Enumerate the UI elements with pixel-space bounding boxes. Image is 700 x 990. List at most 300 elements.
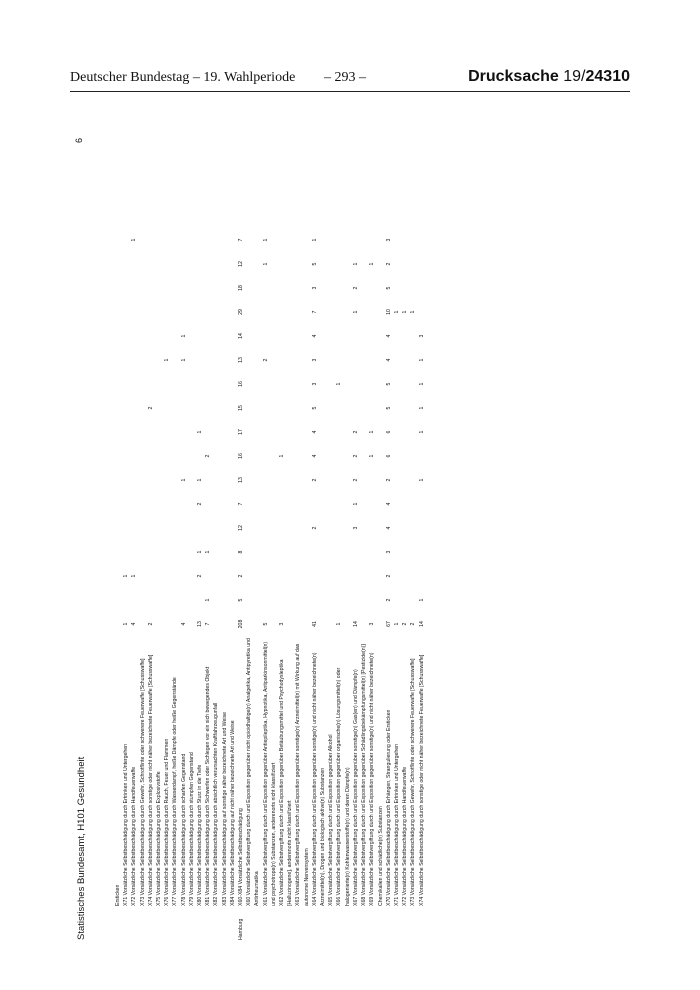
value-cell bbox=[155, 564, 163, 588]
value-cell: 1 bbox=[402, 310, 409, 314]
value-cell bbox=[393, 444, 401, 468]
value-cell: 12 bbox=[238, 525, 245, 531]
value-cell bbox=[262, 444, 278, 468]
value-cell bbox=[360, 516, 368, 540]
value-cell bbox=[147, 300, 155, 324]
value-cell: 1 bbox=[369, 454, 376, 458]
label-cell: X70 Vorsätzliche Selbstbeschädigung durch Erhängen, Strangulierung oder Ersticken bbox=[385, 709, 392, 906]
value-cell bbox=[180, 540, 188, 564]
value-cell bbox=[114, 396, 122, 420]
value-cell: 1 bbox=[369, 262, 376, 266]
value-cell bbox=[147, 492, 155, 516]
value-cell: 5 bbox=[262, 622, 269, 626]
value-cell: 16 bbox=[238, 453, 245, 459]
value-cell bbox=[155, 444, 163, 468]
value-cell bbox=[401, 444, 409, 468]
value-cell bbox=[171, 588, 179, 612]
value-cell bbox=[221, 228, 229, 252]
value-cell bbox=[393, 468, 401, 492]
value-cell bbox=[360, 612, 368, 636]
value-cell bbox=[352, 348, 360, 372]
value-cell bbox=[393, 540, 401, 564]
value-cell: 8 bbox=[238, 550, 245, 554]
value-cell bbox=[229, 252, 237, 276]
table-row bbox=[221, 228, 229, 940]
value-cell bbox=[171, 516, 179, 540]
value-cell bbox=[171, 252, 179, 276]
value-cell bbox=[311, 588, 327, 612]
value-cell bbox=[335, 324, 351, 348]
value-cell: 41 bbox=[311, 621, 318, 627]
value-cell bbox=[245, 324, 261, 348]
value-cell bbox=[130, 276, 138, 300]
value-cell bbox=[294, 612, 310, 636]
value-cell: 1 bbox=[279, 454, 286, 458]
value-cell bbox=[327, 300, 335, 324]
value-cell: 1 bbox=[197, 430, 204, 434]
value-cell: 2 bbox=[352, 286, 359, 290]
value-cell: 5 bbox=[385, 382, 392, 386]
label-cell: X69 Vorsätzliche Selbstvergiftung durch und Exposition gegenüber sonstige(n) und nicht näher bezeichnete(n) Chemikalien und schädliche(n) Substanzen bbox=[369, 652, 384, 906]
value-cell bbox=[409, 324, 417, 348]
value-cell bbox=[294, 420, 310, 444]
region-cell bbox=[221, 906, 229, 940]
value-cell bbox=[188, 276, 196, 300]
value-cell bbox=[163, 276, 171, 300]
value-cell bbox=[409, 252, 417, 276]
value-cell bbox=[163, 612, 171, 636]
value-cell bbox=[229, 396, 237, 420]
value-cell bbox=[204, 324, 212, 348]
value-cell bbox=[294, 444, 310, 468]
value-cell bbox=[188, 468, 196, 492]
value-cell: 1 bbox=[393, 622, 400, 626]
value-cell bbox=[204, 396, 212, 420]
value-cell bbox=[155, 420, 163, 444]
value-cell bbox=[163, 300, 171, 324]
value-cell bbox=[114, 540, 122, 564]
label-cell: X68 Vorsätzliche Selbstvergiftung durch und Exposition gegenüber Schädlingsbekämpfungsmittel(n) [Pestizide(n)] bbox=[361, 644, 368, 906]
value-cell: 7 bbox=[238, 502, 245, 506]
value-cell bbox=[114, 564, 122, 588]
label-cell: X78 Vorsätzliche Selbstbeschädigung durch scharfen Gegenstand bbox=[180, 753, 187, 906]
inner-page-number: 6 bbox=[74, 138, 84, 144]
value-cell bbox=[139, 612, 147, 636]
value-cell bbox=[245, 396, 261, 420]
value-cell bbox=[171, 324, 179, 348]
value-cell bbox=[262, 540, 278, 564]
value-cell: 7 bbox=[238, 238, 245, 242]
region-cell bbox=[360, 906, 368, 940]
document-number-prefix: Drucksache bbox=[468, 68, 564, 85]
value-cell bbox=[196, 516, 204, 540]
value-cell: 2 bbox=[311, 526, 318, 530]
value-cell bbox=[155, 300, 163, 324]
value-cell bbox=[130, 588, 138, 612]
value-cell bbox=[262, 300, 278, 324]
table-row bbox=[212, 228, 220, 940]
value-cell bbox=[180, 492, 188, 516]
value-cell bbox=[352, 228, 360, 252]
value-cell bbox=[188, 588, 196, 612]
value-cell bbox=[196, 396, 204, 420]
value-cell bbox=[122, 300, 130, 324]
value-cell bbox=[180, 516, 188, 540]
value-cell bbox=[262, 420, 278, 444]
value-cell bbox=[360, 324, 368, 348]
value-cell bbox=[245, 276, 261, 300]
value-cell bbox=[147, 252, 155, 276]
value-cell bbox=[155, 252, 163, 276]
value-cell bbox=[163, 540, 171, 564]
region-cell bbox=[188, 906, 196, 940]
value-cell bbox=[163, 468, 171, 492]
value-cell bbox=[393, 588, 401, 612]
value-cell bbox=[327, 252, 335, 276]
value-cell: 13 bbox=[238, 477, 245, 483]
value-cell: 1 bbox=[197, 550, 204, 554]
region-cell bbox=[180, 906, 188, 940]
value-cell bbox=[368, 300, 384, 324]
value-cell bbox=[262, 492, 278, 516]
value-cell bbox=[171, 564, 179, 588]
rotated-content bbox=[70, 120, 610, 940]
value-cell: 1 bbox=[262, 262, 269, 266]
value-cell bbox=[245, 468, 261, 492]
value-cell bbox=[180, 372, 188, 396]
value-cell bbox=[114, 612, 122, 636]
value-cell: 1 bbox=[393, 310, 400, 314]
value-cell bbox=[163, 372, 171, 396]
value-cell bbox=[188, 612, 196, 636]
value-cell bbox=[294, 252, 310, 276]
value-cell bbox=[147, 468, 155, 492]
region-cell bbox=[327, 906, 335, 940]
value-cell bbox=[147, 588, 155, 612]
region-cell bbox=[212, 906, 220, 940]
value-cell: 1 bbox=[352, 310, 359, 314]
value-cell bbox=[409, 276, 417, 300]
value-cell bbox=[147, 324, 155, 348]
value-cell bbox=[409, 228, 417, 252]
value-cell bbox=[360, 396, 368, 420]
value-cell bbox=[262, 276, 278, 300]
value-cell: 4 bbox=[385, 502, 392, 506]
value-cell bbox=[401, 564, 409, 588]
value-cell bbox=[335, 468, 351, 492]
value-cell bbox=[114, 516, 122, 540]
value-cell bbox=[155, 540, 163, 564]
table-row bbox=[180, 228, 188, 940]
value-cell: 6 bbox=[385, 430, 392, 434]
value-cell bbox=[221, 372, 229, 396]
value-cell bbox=[188, 372, 196, 396]
value-cell: 4 bbox=[180, 622, 187, 626]
value-cell: 2 bbox=[311, 478, 318, 482]
value-cell bbox=[368, 228, 384, 252]
value-cell: 29 bbox=[238, 309, 245, 315]
value-cell bbox=[114, 444, 122, 468]
page-number: – 293 – bbox=[324, 70, 366, 85]
value-cell: 1 bbox=[205, 598, 212, 602]
value-cell: 5 bbox=[385, 286, 392, 290]
value-cell bbox=[188, 228, 196, 252]
value-cell bbox=[335, 252, 351, 276]
value-cell bbox=[335, 420, 351, 444]
value-cell bbox=[311, 564, 327, 588]
value-cell bbox=[196, 324, 204, 348]
value-cell bbox=[409, 348, 417, 372]
value-cell bbox=[139, 588, 147, 612]
value-cell bbox=[122, 492, 130, 516]
value-cell bbox=[393, 276, 401, 300]
value-cell bbox=[418, 564, 426, 588]
value-cell bbox=[139, 228, 147, 252]
value-cell bbox=[327, 276, 335, 300]
value-cell: 1 bbox=[311, 238, 318, 242]
region-cell bbox=[163, 906, 171, 940]
value-cell: 4 bbox=[385, 358, 392, 362]
label-cell: X74 Vorsätzliche Selbstbeschädigung durch sonstige oder nicht näher bezeichnete Feuerwaffe [Schusswaffe] bbox=[147, 654, 154, 906]
value-cell bbox=[393, 324, 401, 348]
value-cell bbox=[221, 516, 229, 540]
label-cell: X71 Vorsätzliche Selbstbeschädigung durch Ertrinken und Untergehen bbox=[123, 743, 130, 906]
value-cell bbox=[212, 348, 220, 372]
value-cell bbox=[262, 396, 278, 420]
value-cell: 2 bbox=[197, 574, 204, 578]
table-row bbox=[147, 228, 155, 940]
value-cell bbox=[204, 420, 212, 444]
value-cell bbox=[327, 492, 335, 516]
value-cell bbox=[327, 468, 335, 492]
label-cell: X67 Vorsätzliche Selbstvergiftung durch und Exposition gegenüber sonstige(n) Gas(en) und Dämpfe(n) bbox=[352, 669, 359, 906]
value-cell bbox=[294, 228, 310, 252]
value-cell bbox=[180, 564, 188, 588]
value-cell bbox=[401, 252, 409, 276]
value-cell bbox=[294, 588, 310, 612]
table-row bbox=[229, 228, 237, 940]
region-cell bbox=[229, 906, 237, 940]
value-cell bbox=[409, 372, 417, 396]
table-row bbox=[188, 228, 196, 940]
value-cell: 2 bbox=[238, 574, 245, 578]
value-cell bbox=[221, 564, 229, 588]
value-cell: 3 bbox=[385, 238, 392, 242]
value-cell bbox=[212, 396, 220, 420]
value-cell: 1 bbox=[352, 262, 359, 266]
value-cell: 2 bbox=[402, 622, 409, 626]
value-cell bbox=[188, 564, 196, 588]
value-cell: 3 bbox=[311, 358, 318, 362]
value-cell: 208 bbox=[238, 619, 245, 629]
value-cell bbox=[360, 540, 368, 564]
value-cell bbox=[352, 588, 360, 612]
value-cell bbox=[130, 396, 138, 420]
value-cell bbox=[278, 228, 294, 252]
value-cell bbox=[278, 372, 294, 396]
value-cell bbox=[368, 588, 384, 612]
value-cell bbox=[401, 420, 409, 444]
value-cell: 15 bbox=[238, 405, 245, 411]
table-row bbox=[311, 228, 327, 940]
label-cell: X82 Vorsätzliche Selbstbeschädigung durch absichtlich verursachten Kraftfahrzeugunfall bbox=[213, 702, 220, 906]
value-cell: 1 bbox=[197, 478, 204, 482]
value-cell bbox=[245, 612, 261, 636]
value-cell bbox=[171, 468, 179, 492]
value-cell bbox=[327, 564, 335, 588]
value-cell bbox=[196, 276, 204, 300]
value-cell bbox=[130, 372, 138, 396]
value-cell bbox=[262, 324, 278, 348]
label-cell: X73 Vorsätzliche Selbstbeschädigung durch Gewehr, Schrotflinte oder schwerere Feuerwaffe [Schusswaffe] bbox=[410, 658, 417, 906]
value-cell bbox=[327, 444, 335, 468]
value-cell bbox=[130, 468, 138, 492]
region-cell bbox=[155, 906, 163, 940]
table-row bbox=[352, 228, 360, 940]
value-cell bbox=[204, 372, 212, 396]
table-row bbox=[393, 228, 401, 940]
value-cell bbox=[163, 564, 171, 588]
value-cell bbox=[204, 564, 212, 588]
value-cell bbox=[335, 516, 351, 540]
value-cell bbox=[212, 276, 220, 300]
value-cell bbox=[196, 252, 204, 276]
value-cell bbox=[139, 516, 147, 540]
value-cell bbox=[114, 324, 122, 348]
value-cell bbox=[278, 276, 294, 300]
table-row bbox=[204, 228, 212, 940]
value-cell bbox=[327, 324, 335, 348]
label-cell: X77 Vorsätzliche Selbstbeschädigung durch Wasserdampf, heiße Dämpfe oder heiße Gegenstände bbox=[172, 677, 179, 906]
value-cell bbox=[155, 372, 163, 396]
label-cell: X60 Vorsätzliche Selbstvergiftung durch und Exposition gegenüber nicht opioidhaltige(n) Analgetika, Antipyretika und Antirheumatika bbox=[246, 638, 261, 906]
value-cell bbox=[327, 228, 335, 252]
value-cell bbox=[212, 468, 220, 492]
value-cell bbox=[360, 468, 368, 492]
value-cell bbox=[278, 420, 294, 444]
page-header bbox=[70, 70, 630, 92]
label-cell: X79 Vorsätzliche Selbstbeschädigung durch stumpfen Gegenstand bbox=[188, 752, 195, 906]
value-cell bbox=[147, 444, 155, 468]
value-cell: 1 bbox=[352, 502, 359, 506]
value-cell bbox=[294, 564, 310, 588]
value-cell bbox=[418, 516, 426, 540]
value-cell bbox=[352, 564, 360, 588]
value-cell: 1 bbox=[262, 238, 269, 242]
region-cell bbox=[311, 906, 327, 940]
value-cell: 7 bbox=[311, 310, 318, 314]
value-cell bbox=[352, 372, 360, 396]
table-row bbox=[418, 228, 426, 940]
value-cell bbox=[212, 516, 220, 540]
value-cell bbox=[221, 468, 229, 492]
value-cell bbox=[155, 612, 163, 636]
value-cell bbox=[180, 300, 188, 324]
value-cell bbox=[352, 324, 360, 348]
value-cell bbox=[294, 540, 310, 564]
label-cell: X60-X84 Vorsätzliche Selbstbeschädigung bbox=[238, 808, 245, 906]
value-cell bbox=[368, 372, 384, 396]
value-cell bbox=[163, 492, 171, 516]
value-cell bbox=[401, 348, 409, 372]
value-cell bbox=[278, 588, 294, 612]
value-cell bbox=[163, 324, 171, 348]
value-cell bbox=[418, 300, 426, 324]
value-cell: 3 bbox=[311, 286, 318, 290]
value-cell: 1 bbox=[369, 430, 376, 434]
value-cell bbox=[409, 420, 417, 444]
value-cell bbox=[335, 588, 351, 612]
value-cell bbox=[155, 228, 163, 252]
value-cell bbox=[122, 468, 130, 492]
value-cell bbox=[335, 348, 351, 372]
value-cell bbox=[204, 468, 212, 492]
value-cell bbox=[155, 276, 163, 300]
value-cell bbox=[335, 444, 351, 468]
value-cell bbox=[130, 492, 138, 516]
value-cell bbox=[221, 348, 229, 372]
value-cell bbox=[221, 396, 229, 420]
value-cell bbox=[139, 444, 147, 468]
value-cell bbox=[229, 348, 237, 372]
label-cell: X64 Vorsätzliche Selbstvergiftung durch und Exposition gegenüber sonstige(n) und nicht näher bezeichnete(n) Arzneimittel(n), Drogen und biologisch aktive(n) Substanzen bbox=[311, 652, 327, 906]
value-cell bbox=[360, 444, 368, 468]
value-cell: 2 bbox=[385, 478, 392, 482]
value-cell bbox=[360, 300, 368, 324]
value-cell bbox=[409, 468, 417, 492]
value-cell bbox=[335, 564, 351, 588]
value-cell bbox=[294, 372, 310, 396]
value-cell bbox=[122, 348, 130, 372]
value-cell bbox=[245, 444, 261, 468]
value-cell: 2 bbox=[410, 622, 417, 626]
label-cell: X83 Vorsätzliche Selbstbeschädigung auf sonstige näher bezeichnete Art und Weise bbox=[221, 712, 228, 906]
value-cell bbox=[204, 516, 212, 540]
table-row bbox=[385, 228, 393, 940]
value-cell bbox=[155, 324, 163, 348]
value-cell bbox=[393, 492, 401, 516]
value-cell bbox=[180, 420, 188, 444]
value-cell bbox=[418, 540, 426, 564]
value-cell bbox=[188, 252, 196, 276]
value-cell bbox=[294, 468, 310, 492]
value-cell bbox=[368, 564, 384, 588]
value-cell: 12 bbox=[238, 261, 245, 267]
value-cell bbox=[311, 540, 327, 564]
value-cell bbox=[163, 420, 171, 444]
value-cell: 1 bbox=[131, 574, 138, 578]
publication-title: Deutscher Bundestag – 19. Wahlperiode bbox=[70, 70, 296, 85]
value-cell bbox=[278, 396, 294, 420]
value-cell bbox=[409, 516, 417, 540]
region-cell bbox=[385, 906, 393, 940]
value-cell: 4 bbox=[311, 454, 318, 458]
value-cell bbox=[212, 564, 220, 588]
value-cell bbox=[212, 492, 220, 516]
value-cell bbox=[139, 396, 147, 420]
value-cell: 2 bbox=[262, 358, 269, 362]
value-cell: 10 bbox=[385, 309, 392, 315]
value-cell bbox=[327, 612, 335, 636]
value-cell bbox=[212, 588, 220, 612]
region-cell bbox=[401, 906, 409, 940]
value-cell bbox=[393, 228, 401, 252]
value-cell bbox=[360, 372, 368, 396]
value-cell bbox=[212, 372, 220, 396]
value-cell bbox=[393, 396, 401, 420]
value-cell: 2 bbox=[147, 622, 154, 626]
value-cell bbox=[360, 228, 368, 252]
